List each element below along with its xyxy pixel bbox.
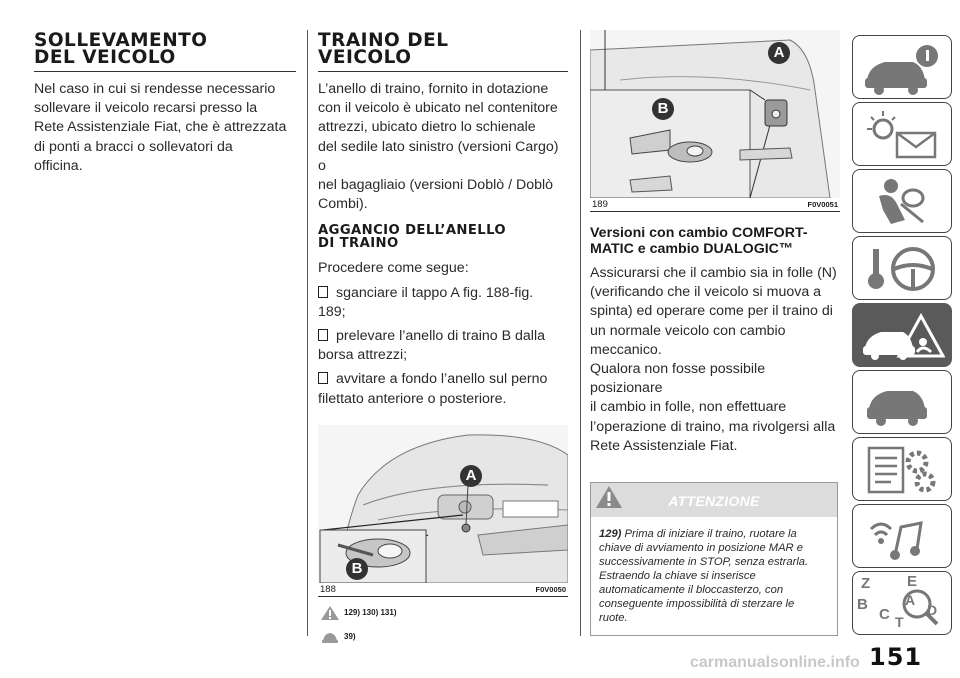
tab-warning-lights[interactable] <box>852 102 952 166</box>
section-title: TRAINO DEL VEICOLO <box>318 30 449 68</box>
tab-technical-data[interactable] <box>852 437 952 501</box>
section-traino <box>318 30 568 653</box>
warning-lights-message-icon <box>861 107 945 163</box>
procedure-steps <box>318 259 568 408</box>
list-item: prelevare l’anello di traino B dalla borsa attrezzi; <box>318 328 545 364</box>
note-item: 129) 130) 131) <box>320 605 568 621</box>
warning-triangle-icon <box>320 605 340 621</box>
warning-box <box>590 482 838 636</box>
index-letter: Z <box>861 575 871 592</box>
front-tow-hook-illustration <box>318 425 568 583</box>
callout-a: A <box>460 465 482 487</box>
seat-airbag-icon <box>861 174 945 230</box>
tab-index[interactable] <box>852 571 952 635</box>
tab-multimedia[interactable] <box>852 504 952 568</box>
section-versioni-cambio <box>590 30 840 636</box>
column-divider <box>307 30 308 636</box>
index-letter: T <box>895 614 904 630</box>
tab-car-info[interactable] <box>852 35 952 99</box>
figure-caption: 188 F0V0050 <box>320 583 566 595</box>
figure-188 <box>318 425 568 597</box>
car-info-icon <box>861 40 945 96</box>
section-sollevamento <box>34 30 296 176</box>
index-letter: B <box>857 596 868 613</box>
section-title: SOLLEVAMENTO DEL VEICOLO <box>34 30 208 68</box>
column-divider <box>580 30 581 636</box>
index-letter: E <box>907 573 918 590</box>
checkbox-bullet-icon <box>318 329 328 341</box>
tab-maintenance[interactable] <box>852 370 952 434</box>
subsection-title: AGGANCIO DELL’ANELLO DI TRAINO <box>318 223 507 252</box>
callout-b: B <box>346 558 368 580</box>
note-references <box>318 605 568 645</box>
warning-text: 129) Prima di iniziare il traino, ruotare la chiave di avviamento in posizione MAR e successivamente in STOP, senza estrarla. Estraendo la chiave si inserisce automaticamente il bloccasterzo, con conseguente impossibilità di sterzare le ruote. <box>599 528 809 625</box>
warning-header: ATTENZIONE <box>591 483 837 517</box>
section-paragraph: Assicurarsi che il cambio sia in folle (N) (verificando che il veicolo si muova a spinta) ed operare come per il traino di un normale veicolo con cambio meccanico. Qualora non fosse possibile posizionare il cambio in folle, non effettuare l’operazione di traino, ma rivolgersi alla Rete Assistenziale Fiat. <box>590 265 837 454</box>
tab-emergency[interactable] <box>852 303 952 367</box>
car-maintenance-icon <box>861 375 945 431</box>
figure-caption: 189 F0V0051 <box>592 199 838 210</box>
index-letter: A <box>905 592 916 608</box>
technical-data-gears-icon <box>861 442 945 498</box>
note-item: 39) <box>320 629 568 645</box>
car-breakdown-icon <box>861 308 945 364</box>
rear-tow-hook-illustration <box>590 30 840 198</box>
callout-a: A <box>768 42 790 64</box>
section-paragraph: L’anello di traino, fornito in dotazione con il veicolo è ubicato nel contenitore attrezzi, ubicato dietro lo schienale del sedile lato sinistro (versioni Cargo) o nel bagagliaio (versioni Doblò / Doblò Combi). <box>318 81 559 213</box>
key-steering-wheel-icon <box>861 241 945 297</box>
page-number: 151 <box>869 643 923 671</box>
index-letter: D <box>927 602 938 618</box>
subsection-heading: Versioni con cambio COMFORT- MATIC e cambio DUALOGIC™ <box>590 225 808 257</box>
list-item: avvitare a fondo l’anello sul perno filettato anteriore o posteriore. <box>318 371 548 407</box>
figure-189 <box>590 30 840 212</box>
watermark: carmanualsonline.info <box>690 654 860 671</box>
section-paragraph: Nel caso in cui si rendesse necessario sollevare il veicolo recarsi presso la Rete Assistenziale Fiat, che è attrezzata di ponti a bracci o sollevatori da officina. <box>34 81 287 174</box>
tab-safety[interactable] <box>852 169 952 233</box>
index-letter: C <box>879 606 890 623</box>
procedure-intro: Procedere come segue: <box>318 260 469 277</box>
tab-starting-driving[interactable] <box>852 236 952 300</box>
checkbox-bullet-icon <box>318 372 328 384</box>
list-item: sganciare il tappo A fig. 188-fig. 189; <box>318 284 534 320</box>
checkbox-bullet-icon <box>318 286 328 298</box>
title-rule <box>34 71 296 72</box>
chapter-tabs <box>852 35 952 638</box>
callout-b: B <box>652 98 674 120</box>
title-rule <box>318 71 568 72</box>
car-hand-icon <box>320 629 340 645</box>
multimedia-icon <box>861 509 945 565</box>
